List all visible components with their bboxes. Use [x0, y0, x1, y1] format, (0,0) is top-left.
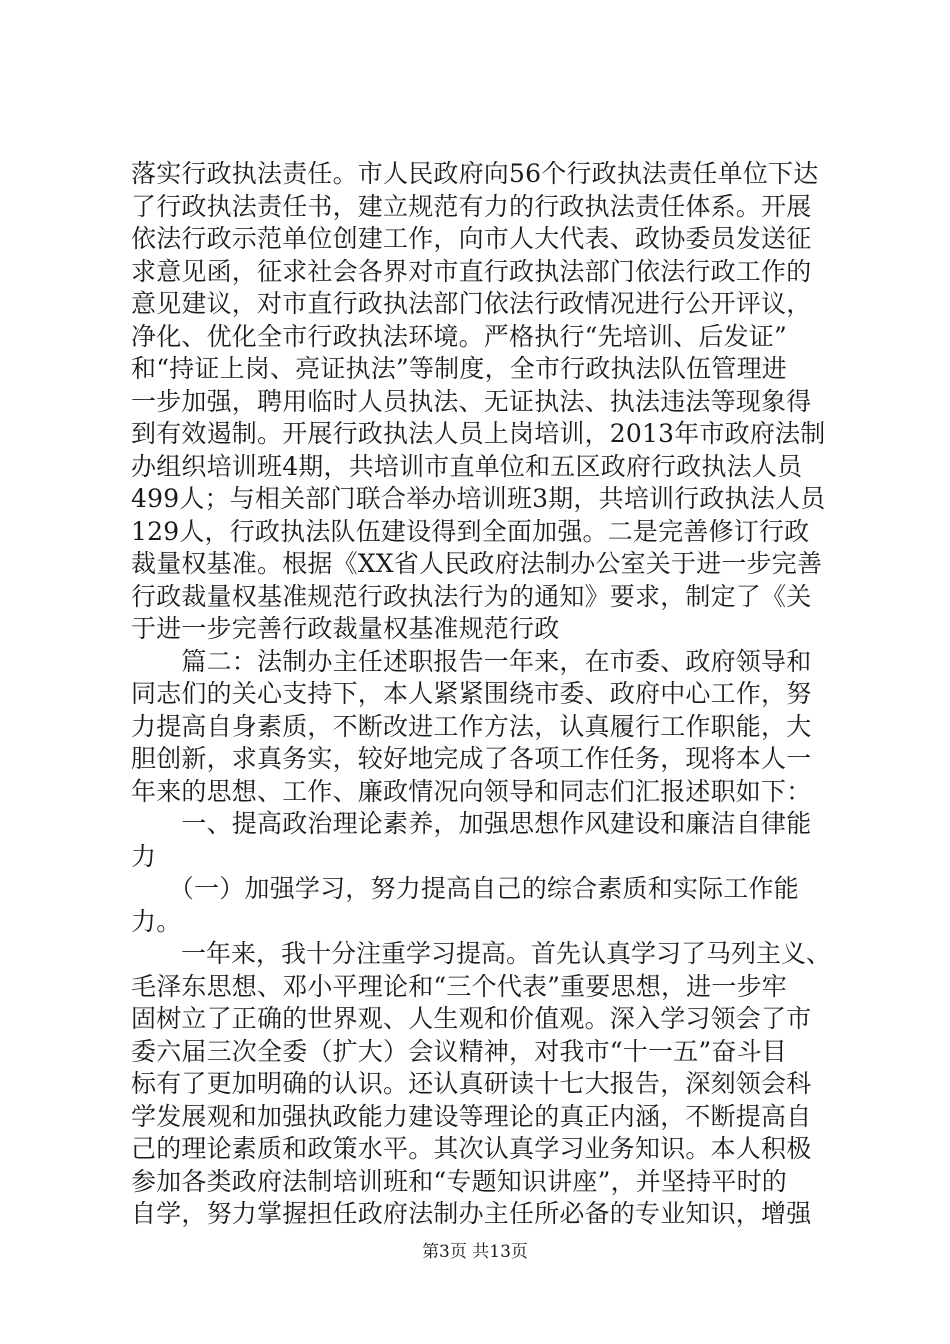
text-line: 意见建议，对市直行政执法部门依法行政情况进行公开评议，: [131, 289, 812, 318]
text-line: 固树立了正确的世界观、人生观和价值观。深入学习领会了市: [131, 1004, 812, 1033]
text-line: 年来的思想、工作、廉政情况向领导和同志们汇报述职如下：: [131, 776, 812, 806]
text-line: 力: [131, 841, 157, 871]
text-line: 学发展观和加强执政能力建设等理论的真正内涵，不断提高自: [131, 1101, 812, 1131]
body-text: [131, 158, 836, 1231]
text-line: 裁量权基准。根据《XX省人民政府法制办公室关于进一步完善: [131, 549, 823, 578]
text-line: （一）加强学习，努力提高自己的综合素质和实际工作能: [131, 874, 799, 903]
text-line: 篇二：法制办主任述职报告一年来，在市委、政府领导和: [131, 646, 812, 676]
text-line: 一年来，我十分注重学习提高。首先认真学习了马列主义、: [131, 939, 832, 968]
text-line: 499人；与相关部门联合举办培训班3期，共培训行政执法人员: [131, 484, 826, 513]
text-line: 办组织培训班4期，共培训市直单位和五区政府行政执法人员: [131, 451, 803, 481]
text-line: 求意见函，征求社会各界对市直行政执法部门依法行政工作的: [131, 256, 812, 286]
text-line: 净化、优化全市行政执法环境。严格执行“先培训、后发证”: [131, 321, 787, 351]
text-line: 自学，努力掌握担任政府法制办主任所必备的专业知识，增强: [131, 1199, 812, 1228]
text-line: 毛泽东思想、邓小平理论和“三个代表”重要思想，进一步牢: [131, 971, 787, 1001]
text-line: 于进一步完善行政裁量权基准规范行政: [131, 614, 560, 643]
text-line: 委六届三次全委（扩大）会议精神，对我市“十一五”奋斗目: [131, 1036, 787, 1066]
text-line: 力。: [131, 906, 182, 936]
text-line: 落实行政执法责任。市人民政府向56个行政执法责任单位下达: [131, 159, 819, 188]
text-line: 力提高自身素质，不断改进工作方法，认真履行工作职能，大: [131, 711, 812, 741]
text-line: 和“持证上岗、亮证执法”等制度，全市行政执法队伍管理进: [131, 354, 787, 383]
text-line: 了行政执法责任书，建立规范有力的行政执法责任体系。开展: [131, 191, 812, 221]
text-line: 到有效遏制。开展行政执法人员上岗培训，2013年市政府法制: [131, 419, 826, 448]
text-line: 129人，行政执法队伍建设得到全面加强。二是完善修订行政: [131, 516, 810, 546]
text-line: 参加各类政府法制培训班和“专题知识讲座”，并坚持平时的: [131, 1166, 787, 1196]
text-line: 依法行政示范单位创建工作，向市人大代表、政协委员发送征: [131, 224, 812, 253]
text-line: 一步加强，聘用临时人员执法、无证执法、执法违法等现象得: [131, 386, 812, 416]
text-line: 己的理论素质和政策水平。其次认真学习业务知识。本人积极: [131, 1134, 812, 1163]
text-line: 标有了更加明确的认识。还认真研读十七大报告，深刻领会科: [131, 1069, 812, 1098]
text-line: 行政裁量权基准规范行政执法行为的通知》要求，制定了《关: [131, 581, 812, 611]
text-line: 胆创新，求真务实，较好地完成了各项工作任务，现将本人一: [131, 744, 812, 773]
text-line: 一、提高政治理论素养，加强思想作风建设和廉洁自律能: [131, 809, 812, 838]
text-line: 同志们的关心支持下，本人紧紧围绕市委、政府中心工作，努: [131, 679, 812, 708]
page-footer: 第3页 共13页: [422, 1242, 528, 1262]
